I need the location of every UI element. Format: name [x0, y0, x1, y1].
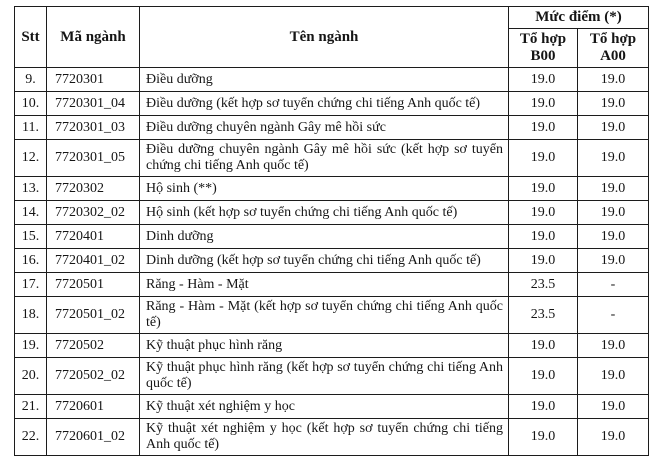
score-a00-cell: 19.0	[578, 116, 649, 140]
score-a00-cell: 19.0	[578, 358, 649, 395]
stt-cell: 17.	[15, 273, 47, 297]
stt-cell: 20.	[15, 358, 47, 395]
major-code-cell: 7720301_04	[47, 92, 140, 116]
major-name-cell: Răng - Hàm - Mặt (kết hợp sơ tuyển chứng chi tiếng Anh quốc tế)	[140, 297, 509, 334]
score-b00-cell: 19.0	[509, 334, 578, 358]
major-name-cell: Kỹ thuật xét nghiệm y học	[140, 395, 509, 419]
major-code-cell: 7720301_05	[47, 140, 140, 177]
score-b00-cell: 19.0	[509, 395, 578, 419]
major-name-cell: Hộ sinh (**)	[140, 177, 509, 201]
major-name-cell: Dinh dưỡng (kết hợp sơ tuyển chứng chi tiếng Anh quốc tế)	[140, 249, 509, 273]
header-combo-a00-line2: A00	[600, 48, 626, 64]
table-row	[15, 68, 649, 92]
table-body	[15, 68, 649, 456]
table-row	[15, 92, 649, 116]
score-b00-cell: 19.0	[509, 68, 578, 92]
major-code-cell: 7720401_02	[47, 249, 140, 273]
major-code-cell: 7720502	[47, 334, 140, 358]
score-a00-cell: -	[578, 273, 649, 297]
table-row	[15, 419, 649, 456]
stt-cell: 11.	[15, 116, 47, 140]
score-b00-cell: 19.0	[509, 249, 578, 273]
table-row	[15, 273, 649, 297]
header-major-code: Mã ngành	[47, 7, 140, 68]
table-row	[15, 358, 649, 395]
major-code-cell: 7720501	[47, 273, 140, 297]
major-code-cell: 7720301	[47, 68, 140, 92]
score-b00-cell: 19.0	[509, 116, 578, 140]
score-b00-cell: 19.0	[509, 177, 578, 201]
table-row	[15, 395, 649, 419]
header-combo-a00-line1: Tổ hợp	[589, 31, 637, 47]
header-combo-b00-line2: B00	[530, 48, 556, 64]
major-name-cell: Kỹ thuật phục hình răng (kết hợp sơ tuyển chứng chi tiếng Anh quốc tế)	[140, 358, 509, 395]
major-code-cell: 7720301_03	[47, 116, 140, 140]
major-name-cell: Điều dưỡng chuyên ngành Gây mê hồi sức (kết hợp sơ tuyển chứng chi tiếng Anh quốc tế)	[140, 140, 509, 177]
score-b00-cell: 19.0	[509, 140, 578, 177]
major-name-cell: Kỹ thuật xét nghiệm y học (kết hợp sơ tuyển chứng chi tiếng Anh quốc tế)	[140, 419, 509, 456]
table-row	[15, 140, 649, 177]
stt-cell: 15.	[15, 225, 47, 249]
stt-cell: 16.	[15, 249, 47, 273]
stt-cell: 14.	[15, 201, 47, 225]
major-name-cell: Dinh dưỡng	[140, 225, 509, 249]
score-a00-cell: 19.0	[578, 249, 649, 273]
major-code-cell: 7720302_02	[47, 201, 140, 225]
major-name-cell: Hộ sinh (kết hợp sơ tuyển chứng chi tiếng Anh quốc tế)	[140, 201, 509, 225]
score-b00-cell: 23.5	[509, 273, 578, 297]
major-name-cell: Điều dưỡng	[140, 68, 509, 92]
score-a00-cell: 19.0	[578, 334, 649, 358]
stt-cell: 22.	[15, 419, 47, 456]
score-a00-cell: 19.0	[578, 177, 649, 201]
score-b00-cell: 19.0	[509, 225, 578, 249]
header-combo-a00	[578, 29, 649, 68]
stt-cell: 13.	[15, 177, 47, 201]
major-name-cell: Răng - Hàm - Mặt	[140, 273, 509, 297]
score-a00-cell: 19.0	[578, 68, 649, 92]
major-name-cell: Điều dưỡng (kết hợp sơ tuyển chứng chi tiếng Anh quốc tế)	[140, 92, 509, 116]
admission-score-table	[14, 6, 649, 456]
major-name-cell: Kỹ thuật phục hình răng	[140, 334, 509, 358]
table-row	[15, 201, 649, 225]
stt-cell: 12.	[15, 140, 47, 177]
score-b00-cell: 19.0	[509, 358, 578, 395]
major-code-cell: 7720601	[47, 395, 140, 419]
major-code-cell: 7720401	[47, 225, 140, 249]
stt-cell: 18.	[15, 297, 47, 334]
major-code-cell: 7720302	[47, 177, 140, 201]
score-b00-cell: 23.5	[509, 297, 578, 334]
score-a00-cell: 19.0	[578, 201, 649, 225]
score-b00-cell: 19.0	[509, 92, 578, 116]
header-combo-b00	[509, 29, 578, 68]
score-a00-cell: -	[578, 297, 649, 334]
table-header	[15, 7, 649, 68]
header-stt: Stt	[15, 7, 47, 68]
score-a00-cell: 19.0	[578, 419, 649, 456]
stt-cell: 19.	[15, 334, 47, 358]
major-code-cell: 7720501_02	[47, 297, 140, 334]
table-row	[15, 177, 649, 201]
score-b00-cell: 19.0	[509, 419, 578, 456]
major-code-cell: 7720601_02	[47, 419, 140, 456]
table-row	[15, 297, 649, 334]
score-a00-cell: 19.0	[578, 225, 649, 249]
table-row	[15, 334, 649, 358]
table-row	[15, 249, 649, 273]
header-row-top	[15, 7, 649, 29]
score-a00-cell: 19.0	[578, 395, 649, 419]
table-row	[15, 225, 649, 249]
header-major-name: Tên ngành	[140, 7, 509, 68]
major-name-cell: Điều dưỡng chuyên ngành Gây mê hồi sức	[140, 116, 509, 140]
stt-cell: 21.	[15, 395, 47, 419]
table-row	[15, 116, 649, 140]
major-code-cell: 7720502_02	[47, 358, 140, 395]
score-a00-cell: 19.0	[578, 92, 649, 116]
stt-cell: 10.	[15, 92, 47, 116]
stt-cell: 9.	[15, 68, 47, 92]
score-a00-cell: 19.0	[578, 140, 649, 177]
header-score-group: Mức điểm (*)	[509, 7, 649, 29]
score-b00-cell: 19.0	[509, 201, 578, 225]
header-combo-b00-line1: Tổ hợp	[519, 31, 567, 47]
